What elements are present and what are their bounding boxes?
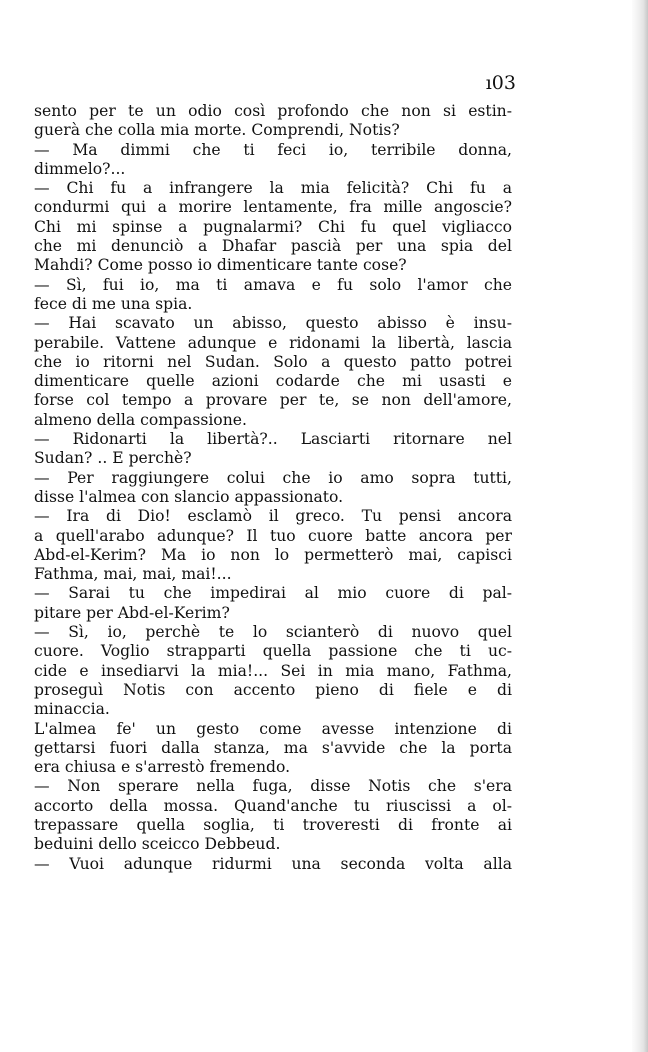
text-line: — Non sperare nella fuga, disse Notis che s'era: [34, 777, 512, 796]
text-line: — Ridonarti la libertà?.. Lasciarti ritornare nel: [34, 430, 512, 449]
text-line: che io ritorni nel Sudan. Solo a questo patto potrei: [34, 352, 512, 371]
text-line: guerà che colla mia morte. Comprendi, Notis?: [34, 121, 400, 140]
text-line: condurmi qui a morire lentamente, fra mille angoscie?: [34, 198, 512, 217]
text-line: trepassare quella soglia, ti troveresti di fronte ai: [34, 815, 512, 834]
text-line: Chi mi spinse a pugnalarmi? Chi fu quel vigliacco: [34, 217, 512, 236]
text-line: pitare per Abd-el-Kerim?: [34, 603, 230, 622]
text-line: — Ma dimmi che ti feci io, terribile donna,: [34, 140, 512, 159]
text-line: — Sì, fui io, ma ti amava e fu solo l'amor che: [34, 275, 512, 294]
text-line: — Ira di Dio! esclamò il greco. Tu pensi ancora: [34, 507, 512, 526]
text-line: forse col tempo a provare per te, se non dell'amore,: [34, 391, 512, 410]
text-line: cide e insediarvi la mia!... Sei in mia mano, Fathma,: [34, 661, 512, 680]
text-line: — Vuoi adunque ridurmi una seconda volta alla: [34, 854, 512, 873]
text-line: — Sarai tu che impedirai al mio cuore di pal-: [34, 584, 512, 603]
body-text: [34, 102, 512, 874]
text-line: fece di me una spia.: [34, 294, 193, 313]
text-line: che mi denunciò a Dhafar pascià per una spia del: [34, 237, 512, 256]
text-line: accorto della mossa. Quand'anche tu riuscissi a ol-: [34, 796, 512, 815]
text-line: proseguì Notis con accento pieno di fiele e di: [34, 680, 512, 699]
text-line: perabile. Vattene adunque e ridonami la libertà, lascia: [34, 333, 512, 352]
text-line: L'almea fe' un gesto come avesse intenzione di: [34, 719, 512, 738]
text-line: Mahdi? Come posso io dimenticare tante cose?: [34, 256, 407, 275]
text-line: minaccia.: [34, 700, 110, 719]
text-line: a quell'arabo adunque? Il tuo cuore batte ancora per: [34, 526, 512, 545]
text-line: beduini dello sceicco Debbeud.: [34, 835, 281, 854]
text-line: Sudan? .. E perchè?: [34, 449, 192, 468]
text-line: dimenticare quelle azioni codarde che mi usasti e: [34, 372, 512, 391]
page-number: ı03: [485, 72, 516, 94]
text-line: Fathma, mai, mai, mai!...: [34, 565, 232, 584]
text-line: — Sì, io, perchè te lo scianterò di nuovo quel: [34, 623, 512, 642]
page-edge-shadow: [632, 0, 648, 1052]
text-line: almeno della compassione.: [34, 410, 247, 429]
text-line: — Chi fu a infrangere la mia felicità? Chi fu a: [34, 179, 512, 198]
text-line: era chiusa e s'arrestò fremendo.: [34, 758, 291, 777]
text-line: — Hai scavato un abisso, questo abisso è insu-: [34, 314, 512, 333]
text-line: gettarsi fuori dalla stanza, ma s'avvide che la porta: [34, 738, 512, 757]
text-line: — Per raggiungere colui che io amo sopra tutti,: [34, 468, 512, 487]
text-line: cuore. Voglio strapparti quella passione che ti uc-: [34, 642, 512, 661]
text-line: dimmelo?...: [34, 159, 126, 178]
text-line: sento per te un odio così profondo che non si estin-: [34, 102, 512, 120]
text-line: disse l'almea con slancio appassionato.: [34, 487, 344, 506]
text-line: Abd-el-Kerim? Ma io non lo permetterò mai, capisci: [34, 545, 512, 564]
